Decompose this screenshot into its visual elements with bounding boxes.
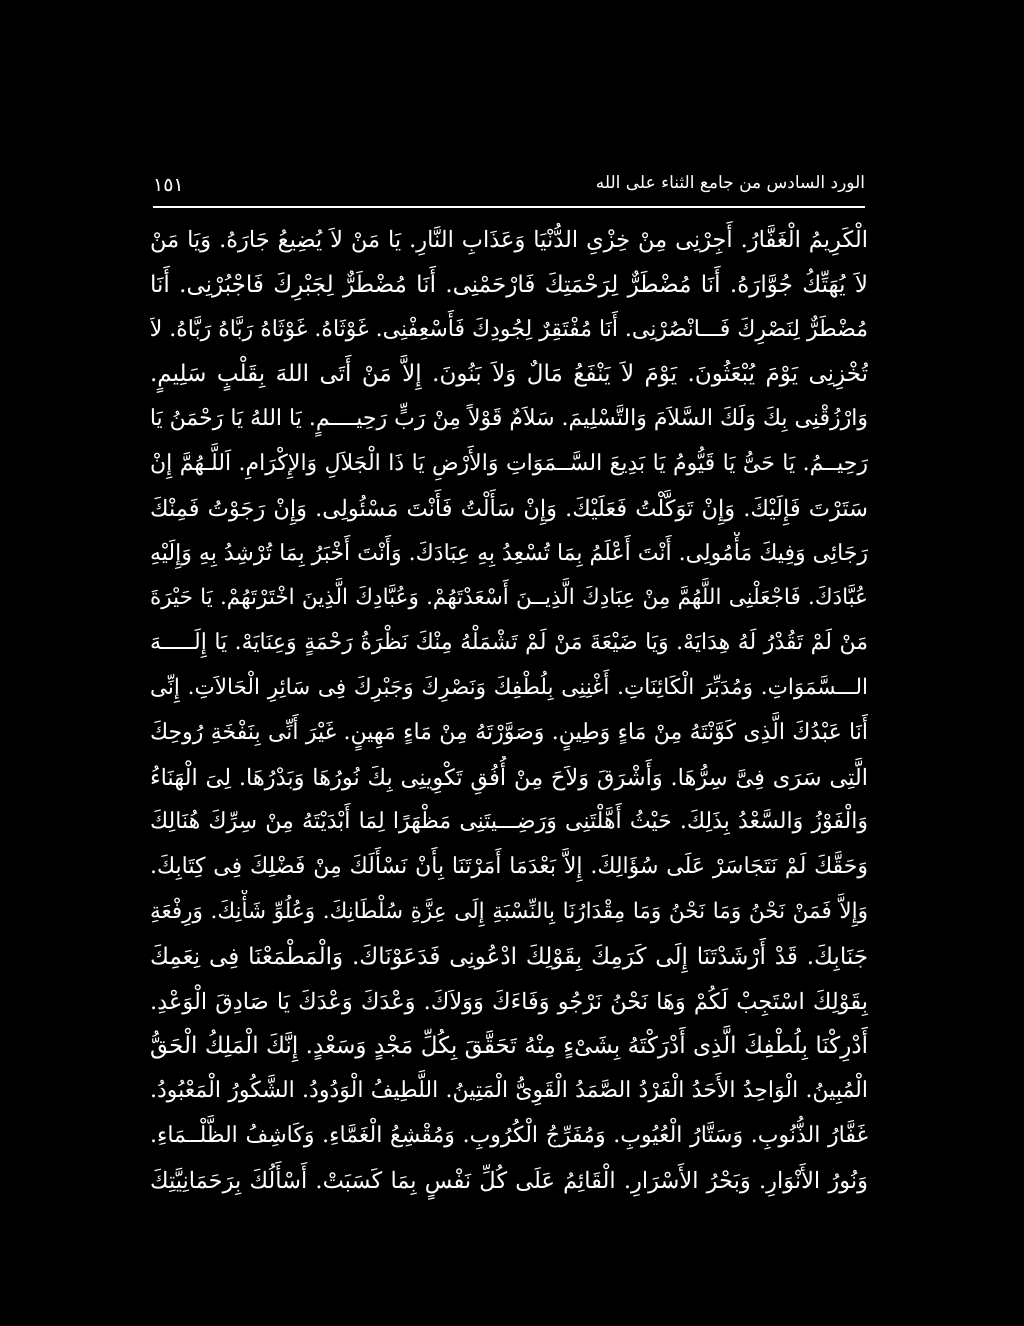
text-line: غَفَّارُ الذُّنُوبِ. وَسَتَّارُ الْعُيُوبِ. وَمُفَرِّجُ الْكُرُوبِ. وَمُقْشِعُ الْغَمَّاءِ. وَكَاشِفُ الظَّلْــمَاءِ.	[150, 1122, 868, 1148]
header-title: الورد السادس من جامع الثناء على الله	[595, 173, 865, 193]
text-line: وَالْفَوْزُ وَالسَّعْدُ بِذَلِكَ. حَيْثُ أَهَّلْتَنِى وَرَضِـــيتَنِى مَظْهَرًا لِمَا أَبْدَيْتَهُ مِنْ سِرِّكَ هُنَالِكَ	[150, 809, 868, 835]
text-line: وَنُورُ الأَنْوَارِ. وَبَحْرُ الأَسْرَارِ. الْقَائِمُ عَلَى كُلِّ نَفْسٍ بِمَا كَسَبَتْ. أَسْأَلُكَ بِرَحَمَانِيَّتِكَ	[150, 1167, 868, 1194]
text-line: الـــسَّمَوَاتِ. وَمُدَبِّرَ الْكَائِنَاتِ. أَغْنِنِى بِلُطْفِكَ وَنَصْرِكَ وَجَبْرِكَ فِى سَائِرِ الْحَالاَتِ. إِنِّى	[150, 674, 868, 700]
header-rule	[153, 206, 865, 208]
text-line: أَنَا عَبْدُكَ الَّذِى كَوَّنْتَهُ مِنْ مَاءٍ وَطِينٍ. وَصَوَّرْتَهُ مِنْ مَاءٍ مَهِينٍ. غَيْرَ أَنِّى بِنَفْخَةِ رُوحِكَ	[150, 719, 868, 745]
text-line: رَحِيــمُ. يَا حَىُّ يَا قَيُّومُ يَا بَدِيعَ السَّــمَوَاتِ وَالأَرْضِ يَا ذَا الْجَلاَلِ وَالإِكْرَامِ. اَللَّـهُمَّ إِنْ	[150, 450, 868, 476]
text-line: مَنْ لَمْ تَقُدْرُ لَهُ هِدَايَهْ. وَيَا ضَيْعَةَ مَنْ لَمْ تَشْمَلْهُ مِنْكَ نَظْرَةُ رَحْمَةٍ وَعِنَايَهْ. يَا إِلَـــــهَ	[150, 630, 868, 656]
text-line: جَنَابِكَ. قَدْ أَرْشَدْتَنَا إِلَى كَرَمِكَ بِقَوْلِكَ ادْعُونِى فَدَعَوْنَاكَ. وَالْمَطْمَعْنَا فِى نِعَمِكَ	[150, 943, 868, 970]
text-line: أَدْرِكْنَا بِلُطْفِكَ الَّذِى أَدْرَكْتَهُ بِشَىْءٍ مِنْهُ تَحَقَّقَ بِكُلِّ مَجْدٍ وَسَعْدٍ. إِنَّكَ الْمَلِكُ الْحَقُّ	[150, 1033, 868, 1060]
text-line: الْمُبِينُ. الْوَاحِدُ الأَحَدُ الْفَرْدُ الصَّمَدُ الْقَوِىُّ الْمَتِينُ. اللَّطِيفُ الْوَدُودُ. الشَّكُورُ الْمَعْبُودُ.	[150, 1078, 868, 1104]
text-line: بِقَوْلِكَ اسْتَجِبْ لَكُمْ وَهَا نَحْنُ نَرْجُو وَفَاءَكَ وَوَلاَكَ. وَعْدَكَ وَعْدَكَ يَا صَادِقَ الْوَعْدِ.	[150, 988, 868, 1015]
text-line: عُبَّادَكَ. فَاجْعَلْنِى اللَّهُمَّ مِنْ عِبَادِكَ الَّذِيــنَ أَسْعَدْتَهُمْ. وَعُبَّادِكَ الَّذِينَ اخْتَرْتَهُمْ. يَا حَيْرَةَ	[150, 585, 868, 611]
text-line: مُضْطَرٌّ لِنَصْرِكَ فَـــانْصُرْنِى. أَنَا مُفْتَقِرٌ لِجُودِكَ فَأَسْعِفْنِى. غَوْثَاهُ. غَوْثَاهُ رَبَّاهُ رَبَّاهُ. لاَ	[150, 316, 868, 342]
text-line: الْكَرِيمُ الْغَفَّارُ. أَجِرْنِى مِنْ خِزْىِ الدُّنْيَا وَعَذَابِ النَّارِ. يَا مَنْ لاَ يُضِيعُ جَارَهُ. وَيَا مَنْ	[150, 227, 868, 253]
running-header	[153, 168, 865, 202]
text-line: تُخْزِنِى يَوْمَ يُبْعَثُونَ. يَوْمَ لاَ يَنْفَعُ مَالٌ وَلاَ بَنُونَ. إِلاَّ مَنْ أَتَى اللهَ بِقَلْبٍ سَلِيمٍ.	[150, 361, 868, 388]
text-line: وَإِلاَّ فَمَنْ نَحْنُ وَمَا نَحْنُ وَمَا مِقْدَارُنَا بِالنِّسْبَةِ إِلَى عِزَّةِ سُلْطَانِكَ. وَعُلُوِّ شَأْنِكَ. وَرِفْعَةِ	[150, 898, 868, 924]
text-line: وَارْزُقْنِى بِكَ وَلَكَ السَّلاَمَ وَالتَّسْلِيمَ. سَلاَمٌ قَوْلاً مِنْ رَبٍّ رَحِيــــمٍ. يَا اللهُ يَا رَحْمَنُ يَا	[150, 406, 868, 432]
text-line: لاَ يُهَتِّكُ جُوَّارَهُ. أَنَا مُضْطَرٌّ لِرَحْمَتِكَ فَارْحَمْنِى. أَنَا مُضْطَرٌّ لِجَبْرِكَ فَاجْبُرْنِى. أَنَا	[150, 271, 868, 298]
text-line: سَتَرْتَ فَإِلَيْكَ. وَإِنْ تَوَكَّلْتُ فَعَلَيْكَ. وَإِنْ سَأَلْتُ فَأَنْتَ مَسْئُولِى. وَإِنْ رَجَوْتُ فَمِنْكَ	[150, 495, 868, 522]
text-line: رَجَائِى وَفِيكَ مَأْمُولِى. أَنْتَ أَعْلَمُ بِمَا تُسْعِدُ بِهِ عِبَادَكَ. وَأَنْتَ أَخْبَرُ بِمَا تُرْشِدُ بِهِ وَإِلَيْهِ	[150, 540, 868, 566]
page-number: ١٥١	[153, 174, 184, 196]
body-text	[150, 218, 868, 1204]
text-line: الَّتِى سَرَى فِىَّ سِرُّهَا. وَأَشْرَقَ وَلاَحَ مِنْ أُفُقِ تَكْوِينِى بِكَ نُورُهَا وَبَدْرُهَا. لِىَ الْهَنَاءُ	[150, 764, 868, 791]
text-line: وَحَقَّكَ لَمْ نَتَجَاسَرْ عَلَى سُؤَالِكَ. إِلاَّ بَعْدَمَا أَمَرْتَنَا بِأَنْ نَسْأَلَكَ مِنْ فَضْلِكَ فِى كِتَابِكَ.	[150, 854, 868, 880]
